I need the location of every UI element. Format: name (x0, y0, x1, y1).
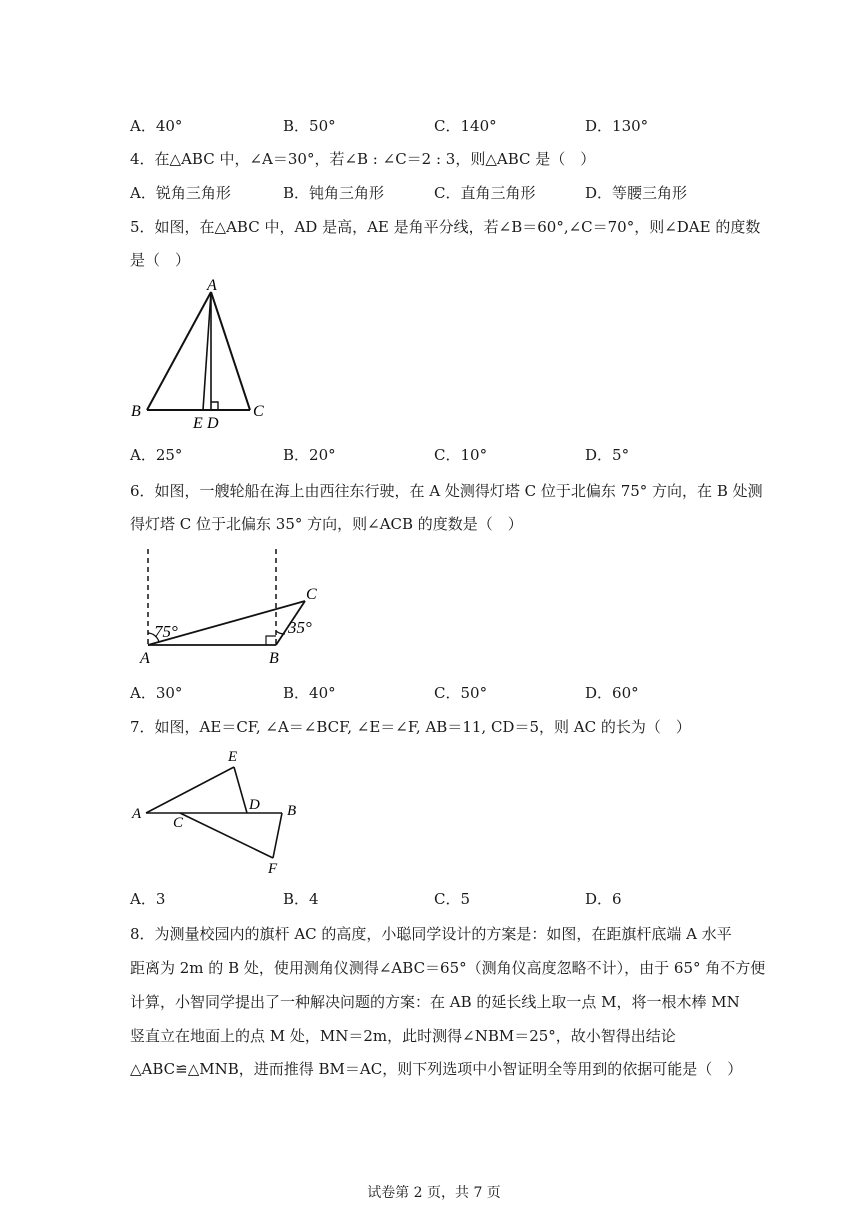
q7-label-f: F (268, 861, 278, 877)
q6-option-c: C．50° (434, 684, 488, 702)
q7-option-d: D．6 (585, 890, 622, 908)
q8-line5: △ABC≌△MNB，进而推得 BM＝AC，则下列选项中小智证明全等用到的依据可能是（ ） (130, 1060, 743, 1078)
q5-stem-line1: 5．如图，在△ABC 中，AD 是高，AE 是角平分线，若∠B＝60°,∠C＝70°，则∠DAE 的度数 (130, 218, 761, 236)
q5-stem-line2: 是（ ） (130, 251, 191, 269)
q7-label-c: C (173, 815, 184, 831)
q7-label-d: D (249, 797, 260, 813)
q6-option-a: A．30° (130, 684, 183, 702)
q7-label-e: E (228, 749, 238, 765)
q8-line1: 8．为测量校园内的旗杆 AC 的高度，小聪同学设计的方案是：如图，在距旗杆底端 A 水平 (130, 925, 732, 943)
q6-option-b: B．40° (283, 684, 336, 702)
q6-bearing-figure (130, 545, 350, 670)
q6-option-d: D．60° (585, 684, 639, 702)
q6-label-b: B (269, 650, 279, 667)
q5-label-c: C (253, 403, 264, 420)
q7-triangles-figure (130, 743, 310, 878)
q6-label-c: C (306, 586, 317, 603)
q7-option-c: C．5 (434, 890, 471, 908)
q5-label-e: E (193, 415, 203, 432)
q3-option-a: A．40° (130, 117, 183, 135)
q6-angle-75-label: 75° (154, 622, 178, 641)
q3-option-b: B．50° (283, 117, 336, 135)
q5-option-c: C．10° (434, 446, 488, 464)
q7-option-b: B．4 (283, 890, 319, 908)
q6-stem-line1: 6．如图，一艘轮船在海上由西往东行驶，在 A 处测得灯塔 C 位于北偏东 75° 方向，在 B 处测 (130, 482, 763, 500)
q8-line3: 计算，小智同学提出了一种解决问题的方案：在 AB 的延长线上取一点 M，将一根木棒 MN (130, 993, 740, 1011)
page-footer: 试卷第 2 页，共 7 页 (367, 1185, 501, 1201)
q3-option-d: D．130° (585, 117, 649, 135)
q5-label-b: B (131, 403, 141, 420)
q7-stem: 7．如图，AE＝CF, ∠A＝∠BCF, ∠E＝∠F, AB＝11, CD＝5，则 AC 的长为（ ） (130, 718, 691, 736)
q4-option-d: D．等腰三角形 (585, 184, 688, 202)
q4-option-a: A．锐角三角形 (130, 184, 231, 202)
q4-option-c: C．直角三角形 (434, 184, 536, 202)
q6-angle-35-label: 35° (288, 618, 312, 637)
q5-triangle-figure (125, 270, 285, 435)
q7-label-a: A (132, 806, 142, 822)
q5-label-a: A (207, 277, 217, 294)
q5-label-d: D (207, 415, 219, 432)
q7-label-b: B (287, 803, 297, 819)
q6-stem-line2: 得灯塔 C 位于北偏东 35° 方向，则∠ACB 的度数是（ ） (130, 515, 523, 533)
q5-option-d: D．5° (585, 446, 630, 464)
q3-option-c: C．140° (434, 117, 497, 135)
q5-option-b: B．20° (283, 446, 336, 464)
q4-stem: 4．在△ABC 中，∠A＝30°，若∠B : ∠C＝2 : 3，则△ABC 是（ ） (130, 150, 596, 168)
q8-line2: 距离为 2m 的 B 处，使用测角仪测得∠ABC＝65°（测角仪高度忽略不计），由于 65° 角不方便 (130, 959, 766, 977)
q4-option-b: B．钝角三角形 (283, 184, 385, 202)
q6-label-a: A (140, 650, 150, 667)
q8-line4: 竖直立在地面上的点 M 处，MN＝2m，此时测得∠NBM＝25°，故小智得出结论 (130, 1027, 676, 1045)
q5-option-a: A．25° (130, 446, 183, 464)
q7-option-a: A．3 (130, 890, 166, 908)
